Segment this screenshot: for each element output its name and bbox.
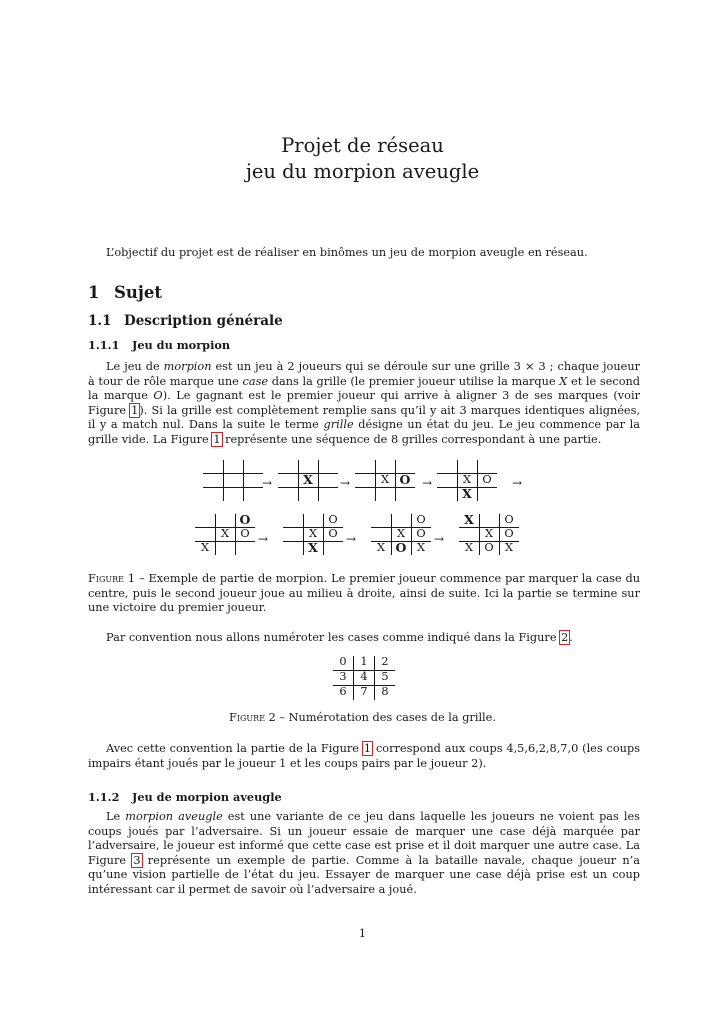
paper-title-line2: jeu du morpion aveugle (245, 160, 480, 183)
mark-x: X (484, 527, 494, 540)
mark-x: X (416, 541, 426, 554)
cell-number: 2 (381, 655, 389, 668)
subsubsection-number: 1.1.2 (88, 790, 120, 804)
mark-x: X (464, 512, 474, 527)
figure-reference-link[interactable]: 1 (131, 403, 139, 417)
subsubsection-heading (88, 338, 230, 352)
paragraph-morpion: Le jeu de morpion est un jeu à 2 joueurs qui se déroule sur une grille 3 × 3 ; chaque joueur à tour de rôle marque une case dans la grille (le premier joueur utilise la marque X et le second la marque O). Le gagnant est le premier joueur qui arrive à aligner 3 de ses marques (voir Figure 1). Si la grille est complètement remplie sans qu’il y ait 3 marques identiques alignées, il y a match nul. Dans la suite le terme grille désigne un état du jeu. Le jeu commence par la grille vide. La Figure 1 représente une séquence de 8 grilles correspondant à une partie. (88, 360, 640, 446)
mark-o: O (482, 473, 492, 486)
figure-reference-link[interactable]: 3 (133, 853, 141, 867)
subsubsection-number: 1.1.1 (88, 338, 120, 352)
figure-2-caption: Figure 2 – Numérotation des cases de la grille. (229, 711, 496, 724)
section-number: 1 (88, 283, 100, 302)
tic-tac-toe-grid (203, 460, 263, 502)
mark-x: X (303, 472, 313, 487)
subsection-heading (88, 313, 283, 329)
mark-o: O (416, 527, 426, 540)
tic-tac-toe-grid (437, 460, 497, 502)
paragraph-convention: Par convention nous allons numéroter les cases comme indiqué dans la Figure 2. (106, 631, 573, 644)
mark-o: O (504, 527, 514, 540)
mark-o: O (239, 512, 251, 527)
mark-x: X (380, 473, 390, 486)
mark-o: O (328, 527, 338, 540)
abstract: L’objectif du projet est de réaliser en binômes un jeu de morpion aveugle en réseau. (106, 246, 588, 259)
tic-tac-toe-grid (355, 460, 415, 502)
tic-tac-toe-grid (283, 514, 343, 556)
subsection-title: Description générale (124, 313, 283, 329)
mark-x: X (376, 541, 386, 554)
tic-tac-toe-grid (195, 514, 255, 556)
mark-x: X (308, 527, 318, 540)
cell-number: 5 (381, 670, 389, 683)
mark-x: X (462, 486, 472, 501)
mark-o: O (395, 540, 407, 555)
mark-x: X (308, 540, 318, 555)
figure-reference-link[interactable]: 1 (363, 742, 372, 755)
figure-reference-link[interactable]: 2 (561, 631, 569, 644)
section-heading (88, 283, 162, 302)
figure-label: Figure 2 (229, 711, 276, 724)
subsubsection-heading (88, 790, 282, 804)
cell-number: 8 (381, 685, 389, 698)
mark-x: X (462, 473, 472, 486)
paragraph-moves: Avec cette convention la partie de la Figure 1 correspond aux coups 4,5,6,2,8,7,0 (les coups impairs étant joués par le joueur 1 et les coups pairs par le joueur 2). (88, 742, 640, 770)
mark-o: O (399, 472, 411, 487)
mark-o: O (484, 541, 494, 554)
mark-x: X (504, 541, 514, 554)
arrow-icon: → (346, 532, 357, 546)
cell-number: 0 (339, 655, 347, 668)
mark-o: O (504, 513, 514, 526)
page-number: 1 (358, 927, 367, 940)
figure-reference-link[interactable]: 1 (213, 432, 221, 446)
mark-o: O (240, 527, 250, 540)
arrow-icon: → (422, 476, 433, 490)
arrow-icon: → (340, 476, 351, 490)
arrow-icon: → (258, 532, 269, 546)
cell-number: 6 (339, 685, 347, 698)
figure-2-numbered-grid (333, 655, 395, 701)
arrow-icon: → (512, 476, 523, 490)
grid-lines (203, 460, 263, 502)
paragraph-morpion-aveugle: Le morpion aveugle est une variante de ce jeu dans laquelle les joueurs ne voient pas les coups joués par l’adversaire. Si un joueur essaie de marquer une case déjà marquée par l’adversaire, le joueur est informé que cette case est prise et il doit marquer une autre case. La Figure 3 représente un exemple de partie. Comme à la bataille navale, chaque joueur n’a qu’une vision partielle de l’état du jeu. Essayer de marquer une case déjà prise est un coup intéressant car il permet de savoir où l’adversaire a joué. (88, 810, 641, 896)
subsubsection-title: Jeu de morpion aveugle (132, 790, 282, 804)
figure-label: Figure 1 (88, 572, 136, 585)
paper-title-line1: Projet de réseau (281, 134, 444, 157)
mark-x: X (200, 541, 210, 554)
cell-number: 3 (339, 670, 347, 683)
arrow-icon: → (434, 532, 445, 546)
figure-1-caption: Figure 1 – Exemple de partie de morpion. Le premier joueur commence par marquer la case du centre, puis le second joueur joue au milieu à droite, ainsi de suite. Ici la partie se termine sur une victoire du premier joueur. (88, 572, 640, 615)
cell-number: 4 (360, 670, 368, 683)
subsection-number: 1.1 (88, 313, 112, 329)
mark-x: X (396, 527, 406, 540)
tic-tac-toe-grid (371, 514, 431, 556)
section-title: Sujet (114, 283, 163, 302)
mark-o: O (328, 513, 338, 526)
mark-o: O (416, 513, 426, 526)
arrow-icon: → (262, 476, 273, 490)
mark-x: X (220, 527, 230, 540)
tic-tac-toe-grid (459, 514, 519, 556)
cell-number: 1 (360, 655, 368, 668)
subsubsection-title: Jeu du morpion (132, 338, 231, 352)
tic-tac-toe-grid (278, 460, 338, 502)
mark-x: X (464, 541, 474, 554)
cell-number: 7 (360, 685, 368, 698)
